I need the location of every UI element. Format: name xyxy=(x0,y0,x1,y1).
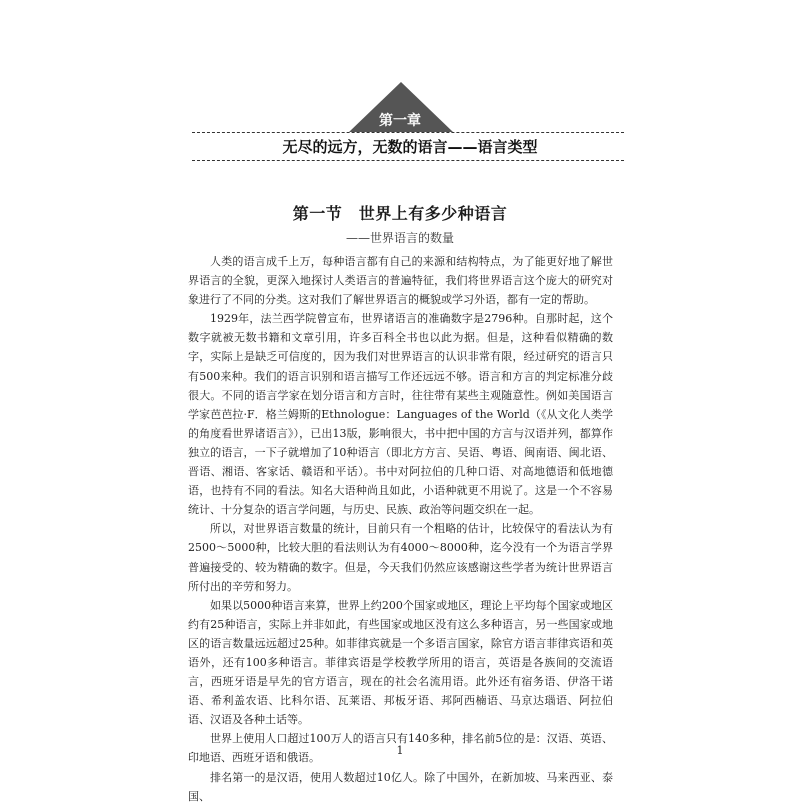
paragraph: 世界上使用人口超过100万人的语言只有140多种，排名前5位的是：汉语、英语、印地语、西班牙语和俄语。 xyxy=(188,732,613,765)
chapter-title: 无尽的远方，无数的语言——语言类型 xyxy=(282,138,538,156)
paragraph: 如果以5000种语言来算，世界上约200个国家或地区，理论上平均每个国家或地区约有25种语言，实际上并非如此，有些国家或地区没有这么多种语言，另一些国家或地区的语言数量远远超过25种。如菲律宾就是一个多语言国家，除官方语言菲律宾语和英语外，还有100多种语言。菲律宾语是学校教学所用的语言，英语是各族间的交流语言，西班牙语是早先的官方语言，现在的社会名流用语。此外还有宿务语、伊洛干诺语、希利盖农语、比科尔语、瓦莱语、邦板牙语、邦阿西楠语、马京达瑙语、阿拉伯语、汉语及各种土话等。 xyxy=(188,598,613,727)
paragraph: 人类的语言成千上万，每种语言都有自己的来源和结构特点，为了能更好地了解世界语言的全貌，更深入地探讨人类语言的普遍特征，我们将世界语言这个庞大的研究对象进行了不同的分类。这对我们了解世界语言的概貌或学习外语，都有一定的帮助。 xyxy=(188,255,613,307)
section-subtitle: ——世界语言的数量 xyxy=(345,231,454,245)
section-title: 第一节 世界上有多少种语言 xyxy=(292,204,508,223)
dashed-divider-bottom xyxy=(192,160,624,161)
body-text xyxy=(188,252,613,806)
chapter-label: 第一章 xyxy=(379,113,421,129)
chapter-banner xyxy=(0,0,800,160)
paragraph: 1929年，法兰西学院曾宣布，世界诸语言的准确数字是2796种。自那时起，这个数字就被无数书籍和文章引用，许多百科全书也以此为据。但是，这种看似精确的数字，实际上是缺乏可信度的，因为我们对世界语言的认识非常有限，经过研究的语言只有500来种。我们的语言识别和语言描写工作还远远不够。语言和方言的判定标准分歧很大。不同的语言学家在划分语言和方言时，往往带有某些主观随意性。例如美国语言学家芭芭拉·F．格兰姆斯的Ethnologue：Languages of the World（《从文化人类学的角度看世界诸语言》），已出13版，影响很大，书中把中国的方言与汉语并列，都算作独立的语言，一下子就增加了10种语言（即北方方言、吴语、粤语、闽南语、闽北语、晋语、湘语、客家话、赣语和平话）。书中对阿拉伯的几种口语、对高地德语和低地德语，也持有不同的看法。知名大语种尚且如此，小语种就更不用说了。这是一个不容易统计、十分复杂的语言学问题，与历史、民族、政治等问题交织在一起。 xyxy=(188,312,613,517)
page-number: 1 xyxy=(396,744,404,757)
paragraph: 排名第一的是汉语，使用人数超过10亿人。除了中国外，在新加坡、马来西亚、泰国、 xyxy=(188,770,613,803)
dashed-divider-top xyxy=(192,132,624,133)
paragraph: 所以，对世界语言数量的统计，目前只有一个粗略的估计，比较保守的看法认为有2500～5000种，比较大胆的看法则认为有4000～8000种，迄今没有一个为语言学界普遍接受的、较为精确的数字。但是，今天我们仍然应该感谢这些学者为统计世界语言所付出的辛劳和努力。 xyxy=(188,522,613,593)
